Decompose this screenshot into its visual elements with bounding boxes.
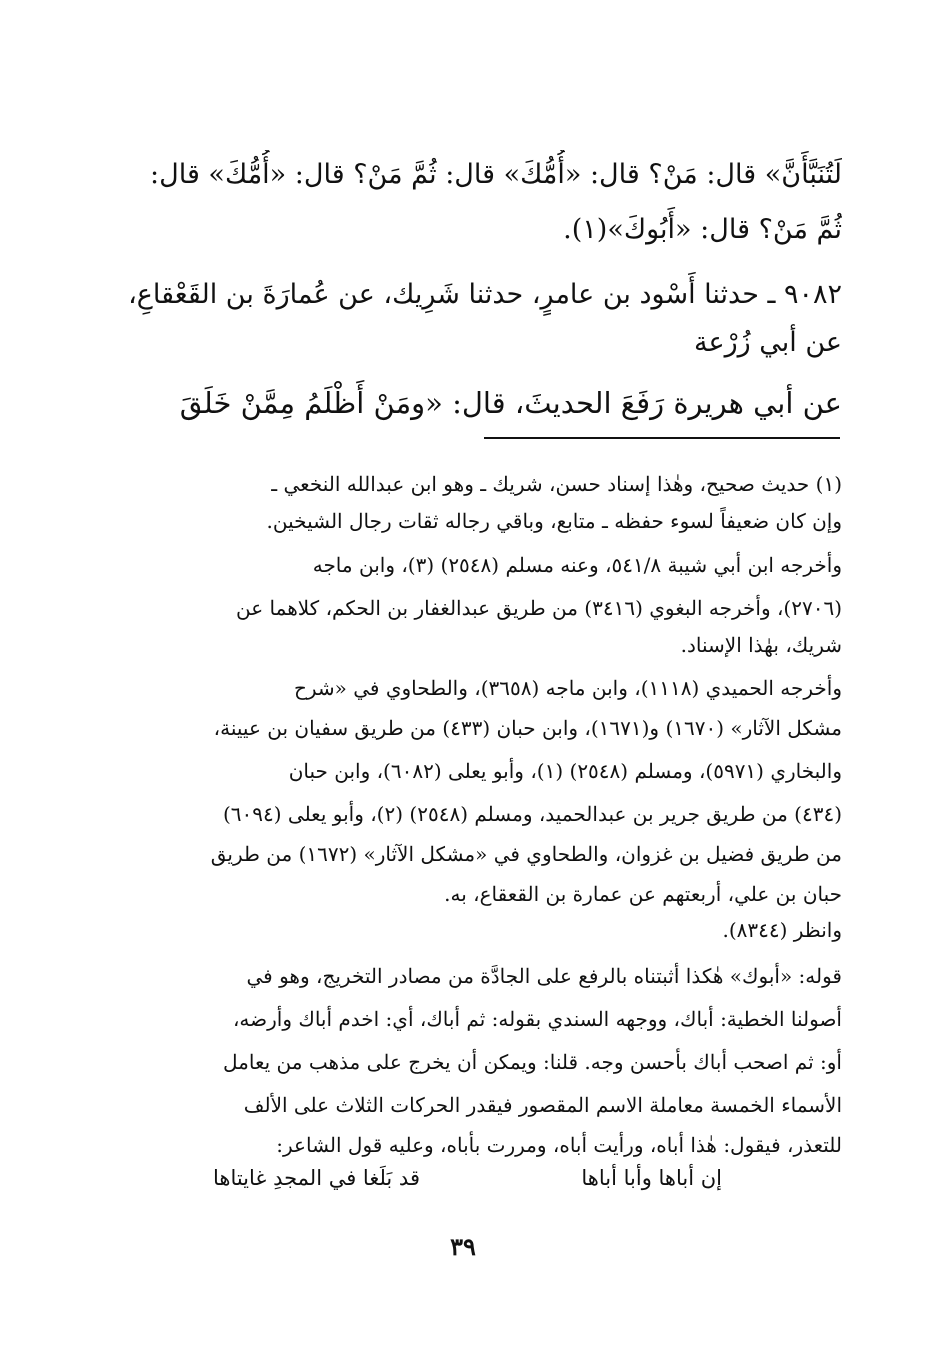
footnote-line: مشكل الآثار» (١٦٧٠) و(١٦٧١)، وابن حبان (٤٣٣) من طريق سفيان بن عيينة، [213, 716, 842, 740]
footnote-line: وانظر (٨٣٤٤). [722, 918, 842, 942]
footnote-line: والبخاري (٥٩٧١)، ومسلم (٢٥٤٨) (١)، وأبو يعلى (٦٠٨٢)، وابن حبان [288, 759, 842, 783]
footnote-line: قوله: «أبوك» هٰكذا أثبتناه بالرفع على الجادَّة من مصادر التخريج، وهو في [246, 964, 842, 988]
footnote-line: من طريق فضيل بن غزوان، والطحاوي في «مشكل الآثار» (١٦٧٢) من طريق [210, 842, 842, 866]
verse-second-hemistich: قد بَلَغا في المجدِ غايتاها [212, 1166, 420, 1190]
main-text-line: لَتُنَبَّأَنَّ» قال: مَنْ؟ قال: «أُمُّكَ» قال: ثُمَّ مَنْ؟ قال: «أُمُّكَ» قال: [150, 159, 842, 190]
main-text-line: ثُمَّ مَنْ؟ قال: «أَبُوكَ»(١). [563, 214, 842, 245]
footnote-line: وأخرجه ابن أبي شيبة ٥٤١/٨، وعنه مسلم (٢٥٤٨) (٣)، وابن ماجه [312, 553, 842, 577]
footnote-line: للتعذر، فيقول: هٰذا أباه، ورأيت أباه، ومررت بأباه، وعليه قول الشاعر: [276, 1133, 842, 1157]
main-text-line: عن أبي هريرة رَفَعَ الحديثَ، قال: «ومَنْ أَظْلَمُ مِمَّنْ خَلَقَ [179, 386, 842, 420]
footnote-line: حبان بن علي، أربعتهم عن عمارة بن القعقاع، به. [444, 882, 842, 906]
footnote-line: (٤٣٤) من طريق جرير بن عبدالحميد، ومسلم (٢٥٤٨) (٢)، وأبو يعلى (٦٠٩٤) [222, 802, 842, 826]
verse-first-hemistich: إن أباها وأبا أباها [581, 1166, 722, 1190]
hadith-isnad-line: ٩٠٨٢ ـ حدثنا أَسْود بن عامرٍ، حدثنا شَرِيك، عن عُمارَةَ بن القَعْقاعِ، [128, 279, 842, 310]
footnote-line: وأخرجه الحميدي (١١١٨)، وابن ماجه (٣٦٥٨)، والطحاوي في «شرح [293, 676, 842, 700]
page-number: ٣٩ [450, 1232, 476, 1261]
footnote-line: (٢٧٠٦)، وأخرجه البغوي (٣٤١٦) من طريق عبدالغفار بن الحكم، كلاهما عن [236, 596, 842, 620]
footnote-separator [484, 437, 840, 439]
footnote-line: (١) حديث صحيح، وهٰذا إسناد حسن، شريك ـ وهو ابن عبدالله النخعي ـ [271, 472, 842, 496]
footnote-line: وإن كان ضعيفاً لسوء حفظه ـ متابع، وباقي رجاله ثقات رجال الشيخين. [266, 509, 842, 533]
footnote-line: أو: ثم اصحب أباك بأحسن وجه. قلنا: ويمكن أن يخرج على مذهب من يعامل [223, 1050, 842, 1074]
hadith-isnad-line: عن أبي زُرْعة [693, 327, 842, 358]
footnote-line: شريك، بهٰذا الإسناد. [680, 633, 842, 657]
footnote-line: أصولنا الخطية: أباك، ووجهه السندي بقوله: ثم أباك، أي: اخدم أباك وأرضه، [232, 1007, 842, 1031]
footnote-line: الأسماء الخمسة معاملة الاسم المقصور فيقدر الحركات الثلاث على الألف [243, 1093, 842, 1117]
